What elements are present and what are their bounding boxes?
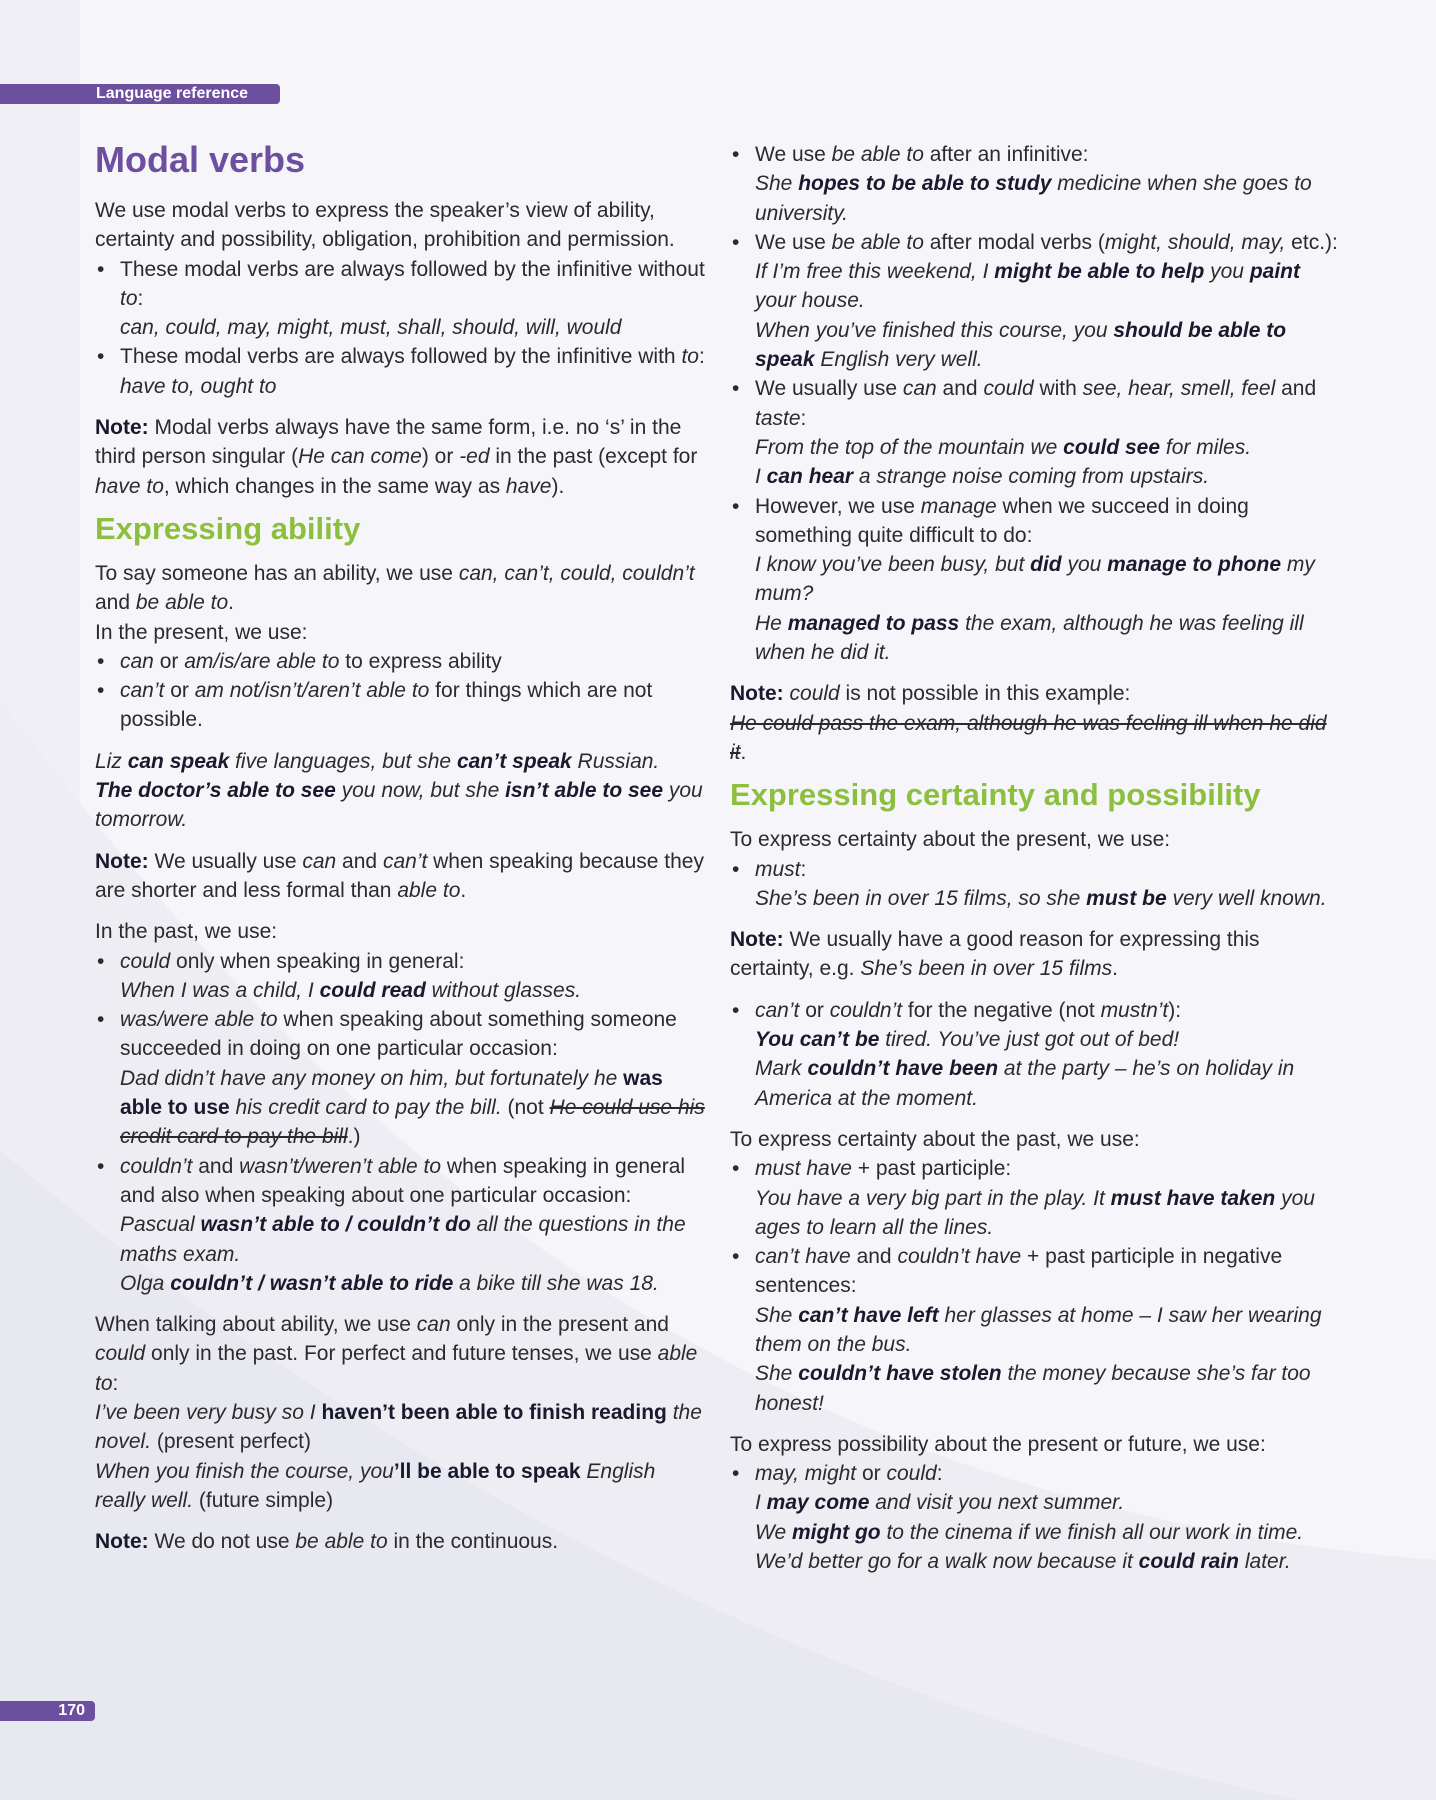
note-paragraph: Note: We usually have a good reason for expressing this certainty, e.g. She’s been in over 15 films. bbox=[730, 928, 1260, 981]
intro-paragraph: We use modal verbs to express the speaker’s view of ability, certainty and possibility, obligation, prohibition and permission. bbox=[95, 199, 675, 252]
example-sentence: When you finish the course, you’ll be able to speak English really well. (future simple) bbox=[95, 1459, 656, 1512]
section-heading-ability: Expressing ability bbox=[95, 510, 361, 546]
past-intro: In the past, we use: bbox=[95, 920, 278, 944]
note-paragraph: Note: We usually use can and can’t when speaking because they are shorter and less formal than able to. bbox=[95, 849, 704, 902]
present-intro: In the present, we use: bbox=[95, 620, 308, 644]
list-item: • can or am/is/are able to to express ability bbox=[95, 647, 710, 676]
example-sentence: The doctor’s able to see you now, but she isn’t able to see you tomorrow. bbox=[95, 779, 703, 832]
note-paragraph: Note: Modal verbs always have the same form, i.e. no ‘s’ in the third person singular (He can come) or -ed in the past (except for have to, which changes in the same way as have). bbox=[95, 416, 698, 498]
list-item: • We use be able to after an infinitive: She hopes to be able to study medicine when she goes to university. bbox=[730, 140, 1345, 228]
list-item: • must have + past participle: You have a very big part in the play. It must have taken you ages to learn all the lines. bbox=[730, 1154, 1345, 1242]
left-column bbox=[95, 138, 710, 1556]
list-item: • may, might or could: I may come and visit you next summer. We might go to the cinema if we finish all our work in time. We’d better go for a walk now because it could rain later. bbox=[730, 1459, 1345, 1576]
list-item: • These modal verbs are always followed by the infinitive with to: have to, ought to bbox=[95, 342, 710, 401]
note-paragraph: Note: could is not possible in this example: He could pass the exam, although he was feeling ill when he did it. bbox=[730, 682, 1327, 764]
list-item: • can’t or couldn’t for the negative (not mustn’t): You can’t be tired. You’ve just got out of bed! Mark couldn’t have been at the party – he’s on holiday in America at the moment. bbox=[730, 996, 1345, 1113]
past-certainty-intro: To express certainty about the past, we use: bbox=[730, 1127, 1140, 1151]
list-item: • These modal verbs are always followed by the infinitive without to: can, could, may, might, must, shall, should, will, would bbox=[95, 255, 710, 343]
tenses-paragraph: When talking about ability, we use can only in the present and could only in the past. For perfect and future tenses, we use able to: bbox=[95, 1313, 698, 1395]
list-item: • We usually use can and could with see, hear, smell, feel and taste: From the top of the mountain we could see for miles. I can hear a strange noise coming from upstairs. bbox=[730, 374, 1345, 491]
list-item: • We use be able to after modal verbs (might, should, may, etc.): If I’m free this weekend, I might be able to help you paint your house. When you’ve finished this course, you should be able to speak English very well. bbox=[730, 228, 1345, 374]
ability-paragraph: To say someone has an ability, we use can, can’t, could, couldn’t and be able to. bbox=[95, 561, 695, 615]
page-number: 170 bbox=[0, 1701, 95, 1721]
list-item: • couldn’t and wasn’t/weren’t able to when speaking in general and also when speaking about one particular occasion: Pascual wasn’t able to / couldn’t do all the questions in the maths exam. Olga couldn’t / wasn’t able to ride a bike till she was 18. bbox=[95, 1152, 710, 1298]
list-item: • However, we use manage when we succeed in doing something quite difficult to do: I know you’ve been busy, but did you manage to phone my mum? He managed to pass the exam, although he was feeling ill when he did it. bbox=[730, 492, 1345, 668]
right-column bbox=[730, 140, 1345, 1576]
list-item: • must: She’s been in over 15 films, so she must be very well known. bbox=[730, 855, 1345, 914]
example-sentence: I’ve been very busy so I haven’t been able to finish reading the novel. (present perfect) bbox=[95, 1400, 702, 1454]
page-title: Modal verbs bbox=[95, 139, 306, 180]
section-heading-certainty: Expressing certainty and possibility bbox=[730, 777, 1261, 813]
possibility-intro: To express possibility about the present or future, we use: bbox=[730, 1432, 1266, 1456]
list-item: • can’t have and couldn’t have + past participle in negative sentences: She can’t have left her glasses at home – I saw her wearing them on the bus. She couldn’t have stolen the money because she’s far too honest! bbox=[730, 1242, 1345, 1418]
section-tag: Language reference bbox=[0, 84, 280, 104]
list-item: • could only when speaking in general: When I was a child, I could read without glasses. bbox=[95, 947, 710, 1006]
certainty-intro: To express certainty about the present, we use: bbox=[730, 828, 1171, 852]
note-paragraph: Note: We do not use be able to in the continuous. bbox=[95, 1530, 559, 1554]
list-item: • was/were able to when speaking about something someone succeeded in doing on one particular occasion: Dad didn’t have any money on him, but fortunately he was able to use his credit card to pay the bill. (not He could use his credit card to pay the bill.) bbox=[95, 1005, 710, 1151]
list-item: • can’t or am not/isn’t/aren’t able to for things which are not possible. bbox=[95, 676, 710, 735]
example-sentence: Liz can speak five languages, but she can’t speak Russian. bbox=[95, 749, 660, 773]
